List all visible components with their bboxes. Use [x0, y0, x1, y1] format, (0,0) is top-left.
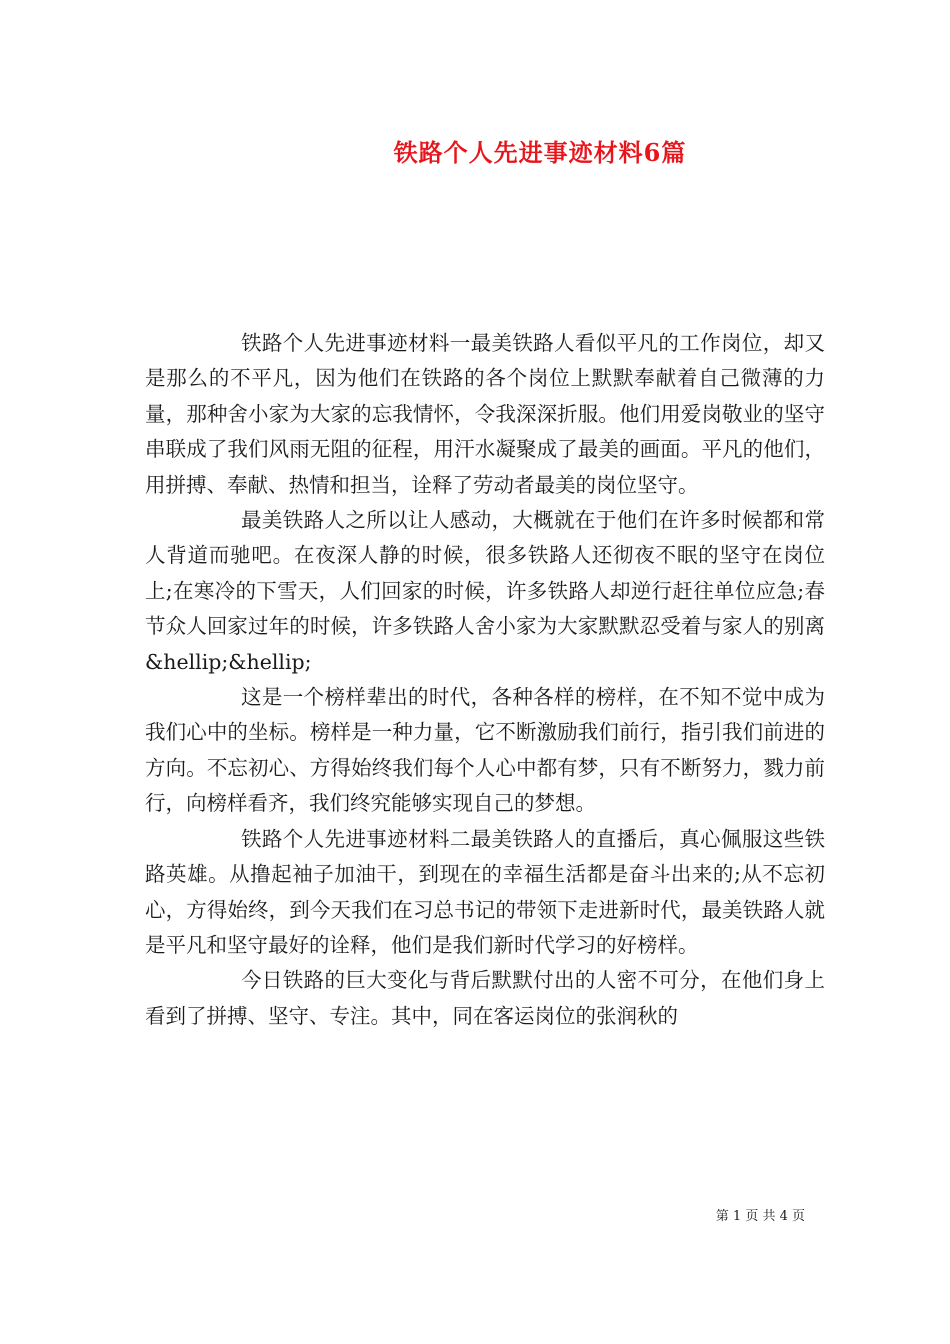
- paragraph-2: 最美铁路人之所以让人感动，大概就在于他们在许多时候都和常人背道而驰吧。在夜深人静的时候，很多铁路人还彻夜不眠的坚守在岗位上;在寒冷的下雪天，人们回家的时候，许多铁路人却逆行赶往单位应急;春节众人回家过年的时候，许多铁路人舍小家为大家默默忍受着与家人的别离&hellip;&hellip;: [145, 508, 825, 674]
- paragraph-4: 铁路个人先进事迹材料二最美铁路人的直播后，真心佩服这些铁路英雄。从撸起袖子加油干，到现在的幸福生活都是奋斗出来的;从不忘初心，方得始终，到今天我们在习总书记的带领下走进新时代，最美铁路人就是平凡和坚守最好的诠释，他们是我们新时代学习的好榜样。: [145, 826, 825, 957]
- document-title: 铁路个人先进事迹材料6篇: [393, 138, 687, 167]
- document-body: [145, 326, 825, 1034]
- page-number-footer: 第 1 页 共 4 页: [715, 1209, 805, 1224]
- paragraph-5: 今日铁路的巨大变化与背后默默付出的人密不可分，在他们身上看到了拼搏、坚守、专注。其中，同在客运岗位的张润秋的: [145, 968, 825, 1028]
- paragraph-3: 这是一个榜样辈出的时代，各种各样的榜样，在不知不觉中成为我们心中的坐标。榜样是一种力量，它不断激励我们前行，指引我们前进的方向。不忘初心、方得始终我们每个人心中都有梦，只有不断努力，戮力前行，向榜样看齐，我们终究能够实现自己的梦想。: [145, 685, 825, 816]
- paragraph-1: 铁路个人先进事迹材料一最美铁路人看似平凡的工作岗位，却又是那么的不平凡，因为他们在铁路的各个岗位上默默奉献着自己微薄的力量，那种舍小家为大家的忘我情怀，令我深深折服。他们用爱岗敬业的坚守串联成了我们风雨无阻的征程，用汗水凝聚成了最美的画面。平凡的他们，用拼搏、奉献、热情和担当，诠释了劳动者最美的岗位坚守。: [145, 331, 825, 497]
